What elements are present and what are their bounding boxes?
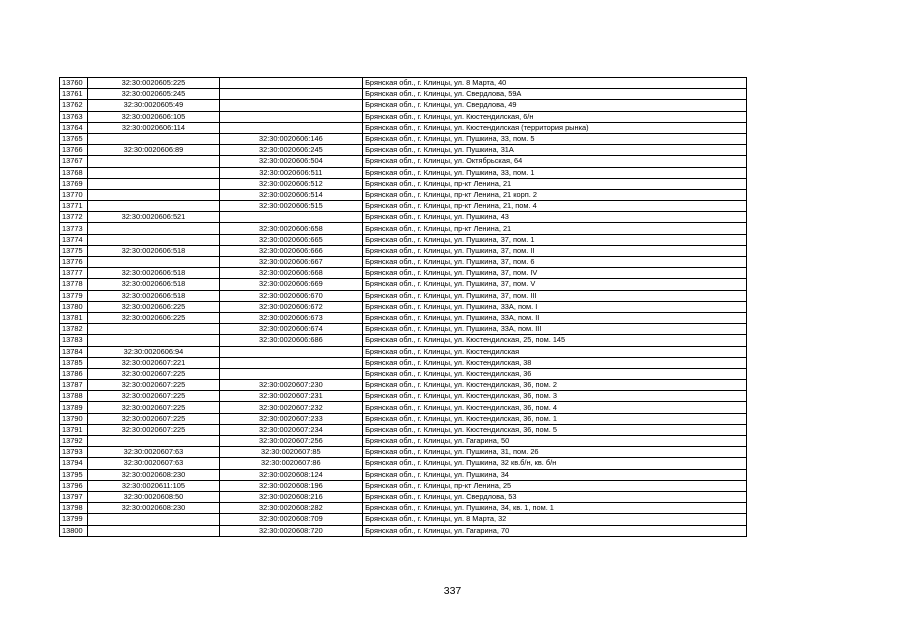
row-number-cell: 13770 [60,189,88,200]
table-row [60,257,747,268]
cadastral-number-cell: 32:30:0020607:225 [88,380,219,391]
cadastral-number-cell: 32:30:0020606:225 [88,301,219,312]
row-number-cell: 13793 [60,447,88,458]
cadastral-number-cell [88,335,219,346]
row-number-cell: 13777 [60,268,88,279]
object-cadastral-number-cell: 32:30:0020607:233 [219,413,362,424]
row-number-cell: 13800 [60,525,88,536]
object-cadastral-number-cell: 32:30:0020607:86 [219,458,362,469]
cadastral-number-cell: 32:30:0020606:225 [88,312,219,323]
table-row [60,78,747,89]
object-cadastral-number-cell: 32:30:0020606:245 [219,145,362,156]
table-row [60,212,747,223]
cadastral-number-cell [88,525,219,536]
table-row [60,413,747,424]
cadastral-number-cell [88,167,219,178]
cadastral-number-cell [88,178,219,189]
row-number-cell: 13768 [60,167,88,178]
cadastral-number-cell: 32:30:0020608:230 [88,469,219,480]
object-cadastral-number-cell: 32:30:0020608:720 [219,525,362,536]
row-number-cell: 13787 [60,380,88,391]
address-cell: Брянская обл., г. Клинцы, ул. Кюстендилская, 36, пом. 5 [363,424,747,435]
row-number-cell: 13783 [60,335,88,346]
table-row [60,223,747,234]
cadastral-number-cell [88,133,219,144]
table-row [60,402,747,413]
table-row [60,380,747,391]
address-cell: Брянская обл., г. Клинцы, ул. Пушкина, 37, пом. II [363,245,747,256]
address-cell: Брянская обл., г. Клинцы, ул. Пушкина, 43 [363,212,747,223]
cadastral-number-cell: 32:30:0020607:225 [88,402,219,413]
object-cadastral-number-cell: 32:30:0020606:504 [219,156,362,167]
page-number: 337 [443,585,462,597]
table-row [60,89,747,100]
table-row [60,234,747,245]
table-row [60,122,747,133]
object-cadastral-number-cell: 32:30:0020608:709 [219,514,362,525]
cadastral-number-cell: 32:30:0020607:63 [88,447,219,458]
row-number-cell: 13767 [60,156,88,167]
row-number-cell: 13798 [60,503,88,514]
register-table-body [60,78,747,537]
object-cadastral-number-cell [219,346,362,357]
address-cell: Брянская обл., г. Клинцы, ул. Гагарина, 50 [363,436,747,447]
object-cadastral-number-cell: 32:30:0020606:658 [219,223,362,234]
table-row [60,491,747,502]
table-row [60,503,747,514]
object-cadastral-number-cell: 32:30:0020606:669 [219,279,362,290]
object-cadastral-number-cell: 32:30:0020606:674 [219,324,362,335]
object-cadastral-number-cell [219,122,362,133]
row-number-cell: 13782 [60,324,88,335]
property-register-table [59,77,747,537]
row-number-cell: 13761 [60,89,88,100]
address-cell: Брянская обл., г. Клинцы, ул. Свердлова, 49 [363,100,747,111]
cadastral-number-cell [88,201,219,212]
row-number-cell: 13774 [60,234,88,245]
table-row [60,391,747,402]
address-cell: Брянская обл., г. Клинцы, ул. Пушкина, 37, пом. 6 [363,257,747,268]
cadastral-number-cell: 32:30:0020608:230 [88,503,219,514]
row-number-cell: 13790 [60,413,88,424]
table-row [60,312,747,323]
table-row [60,268,747,279]
object-cadastral-number-cell [219,100,362,111]
cadastral-number-cell: 32:30:0020607:225 [88,391,219,402]
cadastral-number-cell: 32:30:0020606:94 [88,346,219,357]
object-cadastral-number-cell: 32:30:0020606:668 [219,268,362,279]
table-row [60,525,747,536]
table-row [60,279,747,290]
row-number-cell: 13780 [60,301,88,312]
object-cadastral-number-cell: 32:30:0020607:231 [219,391,362,402]
table-row [60,189,747,200]
object-cadastral-number-cell: 32:30:0020607:234 [219,424,362,435]
row-number-cell: 13766 [60,145,88,156]
address-cell: Брянская обл., г. Клинцы, ул. Пушкина, 33А, пом. III [363,324,747,335]
address-cell: Брянская обл., г. Клинцы, ул. Свердлова, 53 [363,491,747,502]
row-number-cell: 13786 [60,368,88,379]
object-cadastral-number-cell: 32:30:0020606:670 [219,290,362,301]
cadastral-number-cell: 32:30:0020607:225 [88,424,219,435]
object-cadastral-number-cell: 32:30:0020606:515 [219,201,362,212]
address-cell: Брянская обл., г. Клинцы, ул. Пушкина, 31А [363,145,747,156]
object-cadastral-number-cell: 32:30:0020606:667 [219,257,362,268]
address-cell: Брянская обл., г. Клинцы, ул. Пушкина, 33, пом. 5 [363,133,747,144]
object-cadastral-number-cell [219,212,362,223]
object-cadastral-number-cell [219,89,362,100]
table-row [60,100,747,111]
table-row [60,469,747,480]
object-cadastral-number-cell: 32:30:0020606:514 [219,189,362,200]
address-cell: Брянская обл., г. Клинцы, ул. Кюстендилская, 36, пом. 3 [363,391,747,402]
address-cell: Брянская обл., г. Клинцы, ул. Кюстендилская, 36, пом. 2 [363,380,747,391]
address-cell: Брянская обл., г. Клинцы, ул. Кюстендилская, 25, пом. 145 [363,335,747,346]
cadastral-number-cell [88,234,219,245]
cadastral-number-cell: 32:30:0020605:225 [88,78,219,89]
row-number-cell: 13764 [60,122,88,133]
cadastral-number-cell: 32:30:0020607:221 [88,357,219,368]
row-number-cell: 13776 [60,257,88,268]
address-cell: Брянская обл., г. Клинцы, ул. Пушкина, 37, пом. IV [363,268,747,279]
cadastral-number-cell [88,223,219,234]
address-cell: Брянская обл., г. Клинцы, пр-кт Ленина, 21 [363,178,747,189]
row-number-cell: 13772 [60,212,88,223]
object-cadastral-number-cell: 32:30:0020607:85 [219,447,362,458]
object-cadastral-number-cell: 32:30:0020606:673 [219,312,362,323]
row-number-cell: 13762 [60,100,88,111]
cadastral-number-cell: 32:30:0020605:49 [88,100,219,111]
address-cell: Брянская обл., г. Клинцы, пр-кт Ленина, 21 [363,223,747,234]
address-cell: Брянская обл., г. Клинцы, ул. Кюстендилская (территория рынка) [363,122,747,133]
row-number-cell: 13789 [60,402,88,413]
row-number-cell: 13794 [60,458,88,469]
address-cell: Брянская обл., г. Клинцы, ул. 8 Марта, 32 [363,514,747,525]
cadastral-number-cell: 32:30:0020606:89 [88,145,219,156]
object-cadastral-number-cell: 32:30:0020608:282 [219,503,362,514]
row-number-cell: 13763 [60,111,88,122]
row-number-cell: 13797 [60,491,88,502]
object-cadastral-number-cell: 32:30:0020607:256 [219,436,362,447]
object-cadastral-number-cell [219,357,362,368]
object-cadastral-number-cell: 32:30:0020606:511 [219,167,362,178]
row-number-cell: 13796 [60,480,88,491]
row-number-cell: 13791 [60,424,88,435]
table-row [60,245,747,256]
address-cell: Брянская обл., г. Клинцы, ул. Кюстендилская, 36, пом. 4 [363,402,747,413]
table-row [60,346,747,357]
cadastral-number-cell [88,436,219,447]
object-cadastral-number-cell: 32:30:0020608:124 [219,469,362,480]
cadastral-number-cell: 32:30:0020606:105 [88,111,219,122]
cadastral-number-cell: 32:30:0020606:518 [88,268,219,279]
row-number-cell: 13788 [60,391,88,402]
object-cadastral-number-cell: 32:30:0020608:196 [219,480,362,491]
cadastral-number-cell: 32:30:0020608:50 [88,491,219,502]
table-row [60,111,747,122]
row-number-cell: 13781 [60,312,88,323]
address-cell: Брянская обл., г. Клинцы, ул. Пушкина, 37, пом. III [363,290,747,301]
row-number-cell: 13792 [60,436,88,447]
row-number-cell: 13769 [60,178,88,189]
address-cell: Брянская обл., г. Клинцы, пр-кт Ленина, 21 корп. 2 [363,189,747,200]
row-number-cell: 13785 [60,357,88,368]
row-number-cell: 13799 [60,514,88,525]
table-row [60,424,747,435]
row-number-cell: 13775 [60,245,88,256]
table-row [60,133,747,144]
object-cadastral-number-cell: 32:30:0020606:146 [219,133,362,144]
row-number-cell: 13773 [60,223,88,234]
object-cadastral-number-cell: 32:30:0020607:230 [219,380,362,391]
address-cell: Брянская обл., г. Клинцы, пр-кт Ленина, 21, пом. 4 [363,201,747,212]
object-cadastral-number-cell: 32:30:0020606:686 [219,335,362,346]
row-number-cell: 13778 [60,279,88,290]
address-cell: Брянская обл., г. Клинцы, ул. Пушкина, 34 [363,469,747,480]
address-cell: Брянская обл., г. Клинцы, ул. Пушкина, 33, пом. 1 [363,167,747,178]
address-cell: Брянская обл., г. Клинцы, ул. Пушкина, 37, пом. V [363,279,747,290]
object-cadastral-number-cell: 32:30:0020606:672 [219,301,362,312]
address-cell: Брянская обл., г. Клинцы, ул. Кюстендилская, 36, пом. 1 [363,413,747,424]
address-cell: Брянская обл., г. Клинцы, ул. Октябрьская, 64 [363,156,747,167]
table-row [60,201,747,212]
address-cell: Брянская обл., г. Клинцы, ул. Кюстендилская [363,346,747,357]
address-cell: Брянская обл., г. Клинцы, ул. Свердлова, 59А [363,89,747,100]
row-number-cell: 13779 [60,290,88,301]
address-cell: Брянская обл., г. Клинцы, ул. Пушкина, 32 кв.б/н, кв. б/н [363,458,747,469]
table-row [60,156,747,167]
cadastral-number-cell [88,257,219,268]
address-cell: Брянская обл., г. Клинцы, ул. Пушкина, 37, пом. 1 [363,234,747,245]
cadastral-number-cell: 32:30:0020606:518 [88,279,219,290]
object-cadastral-number-cell: 32:30:0020606:512 [219,178,362,189]
address-cell: Брянская обл., г. Клинцы, ул. Кюстендилская, 6/н [363,111,747,122]
object-cadastral-number-cell: 32:30:0020606:665 [219,234,362,245]
address-cell: Брянская обл., г. Клинцы, ул. Пушкина, 34, кв. 1, пом. 1 [363,503,747,514]
cadastral-number-cell: 32:30:0020606:521 [88,212,219,223]
cadastral-number-cell [88,324,219,335]
address-cell: Брянская обл., г. Клинцы, ул. Кюстендилская, 38 [363,357,747,368]
cadastral-number-cell [88,514,219,525]
address-cell: Брянская обл., г. Клинцы, ул. Кюстендилская, 36 [363,368,747,379]
table-row [60,480,747,491]
cadastral-number-cell: 32:30:0020611:105 [88,480,219,491]
table-row [60,145,747,156]
object-cadastral-number-cell: 32:30:0020607:232 [219,402,362,413]
table-row [60,301,747,312]
table-row [60,324,747,335]
address-cell: Брянская обл., г. Клинцы, пр-кт Ленина, 25 [363,480,747,491]
address-cell: Брянская обл., г. Клинцы, ул. 8 Марта, 40 [363,78,747,89]
cadastral-number-cell: 32:30:0020607:225 [88,368,219,379]
table-row [60,514,747,525]
table-row [60,167,747,178]
row-number-cell: 13765 [60,133,88,144]
object-cadastral-number-cell: 32:30:0020608:216 [219,491,362,502]
object-cadastral-number-cell: 32:30:0020606:666 [219,245,362,256]
address-cell: Брянская обл., г. Клинцы, ул. Пушкина, 33А, пом. I [363,301,747,312]
address-cell: Брянская обл., г. Клинцы, ул. Гагарина, 70 [363,525,747,536]
row-number-cell: 13795 [60,469,88,480]
object-cadastral-number-cell [219,368,362,379]
cadastral-number-cell: 32:30:0020606:518 [88,245,219,256]
cadastral-number-cell: 32:30:0020606:518 [88,290,219,301]
table-row [60,357,747,368]
cadastral-number-cell: 32:30:0020607:225 [88,413,219,424]
address-cell: Брянская обл., г. Клинцы, ул. Пушкина, 33А, пом. II [363,312,747,323]
table-row [60,290,747,301]
table-row [60,368,747,379]
object-cadastral-number-cell [219,111,362,122]
cadastral-number-cell: 32:30:0020607:63 [88,458,219,469]
table-row [60,335,747,346]
row-number-cell: 13771 [60,201,88,212]
table-row [60,447,747,458]
row-number-cell: 13784 [60,346,88,357]
cadastral-number-cell [88,189,219,200]
row-number-cell: 13760 [60,78,88,89]
table-row [60,436,747,447]
cadastral-number-cell: 32:30:0020605:245 [88,89,219,100]
cadastral-number-cell [88,156,219,167]
object-cadastral-number-cell [219,78,362,89]
table-row [60,178,747,189]
cadastral-number-cell: 32:30:0020606:114 [88,122,219,133]
address-cell: Брянская обл., г. Клинцы, ул. Пушкина, 31, пом. 26 [363,447,747,458]
table-row [60,458,747,469]
